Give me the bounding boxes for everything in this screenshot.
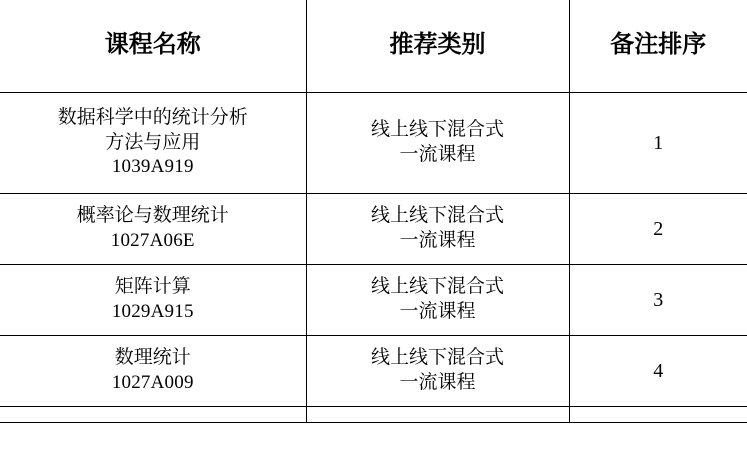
cell-remark-order: 2 bbox=[569, 194, 747, 265]
cell-remark-order: 1 bbox=[569, 93, 747, 194]
recommend-type-line: 线上线下混合式 bbox=[370, 119, 504, 141]
recommend-type-line: 一流课程 bbox=[399, 372, 476, 393]
recommend-type-line: 线上线下混合式 bbox=[370, 276, 504, 298]
course-code: 1029A915 bbox=[111, 301, 194, 322]
recommend-type-line: 一流课程 bbox=[399, 144, 476, 165]
table-row bbox=[0, 407, 747, 423]
cell-course-name bbox=[0, 336, 306, 407]
table-header bbox=[0, 0, 747, 93]
course-name-line: 方法与应用 bbox=[105, 131, 201, 153]
course-name-line: 概率论与数理统计 bbox=[76, 205, 229, 227]
course-code: 1027A009 bbox=[111, 372, 194, 393]
table-header-row bbox=[0, 0, 747, 93]
cell-recommend-type bbox=[306, 194, 569, 265]
table-row bbox=[0, 194, 747, 265]
cell-course-name bbox=[0, 93, 306, 194]
cell-remark-order bbox=[569, 407, 747, 423]
column-header-remark-order: 备注排序 bbox=[569, 0, 747, 93]
table-row bbox=[0, 336, 747, 407]
cell-recommend-type bbox=[306, 407, 569, 423]
recommend-type-line: 线上线下混合式 bbox=[370, 347, 504, 369]
course-name-line: 数理统计 bbox=[114, 347, 191, 369]
cell-course-name bbox=[0, 265, 306, 336]
course-name-line: 数据科学中的统计分析 bbox=[57, 106, 248, 128]
course-name-line: 矩阵计算 bbox=[114, 276, 191, 298]
course-code: 1039A919 bbox=[111, 156, 194, 178]
cell-recommend-type bbox=[306, 336, 569, 407]
table-row bbox=[0, 93, 747, 194]
recommend-type-line: 一流课程 bbox=[399, 230, 476, 251]
recommend-type-line: 一流课程 bbox=[399, 301, 476, 322]
recommend-type-line: 线上线下混合式 bbox=[370, 205, 504, 227]
course-code: 1027A06E bbox=[110, 230, 195, 251]
cell-recommend-type bbox=[306, 93, 569, 194]
cell-remark-order: 4 bbox=[569, 336, 747, 407]
column-header-recommend-type: 推荐类别 bbox=[306, 0, 569, 93]
cell-course-name bbox=[0, 407, 306, 423]
column-header-course-name: 课程名称 bbox=[0, 0, 306, 93]
table-row bbox=[0, 265, 747, 336]
cell-course-name bbox=[0, 194, 306, 265]
table-body bbox=[0, 93, 747, 423]
cell-recommend-type bbox=[306, 265, 569, 336]
cell-remark-order: 3 bbox=[569, 265, 747, 336]
